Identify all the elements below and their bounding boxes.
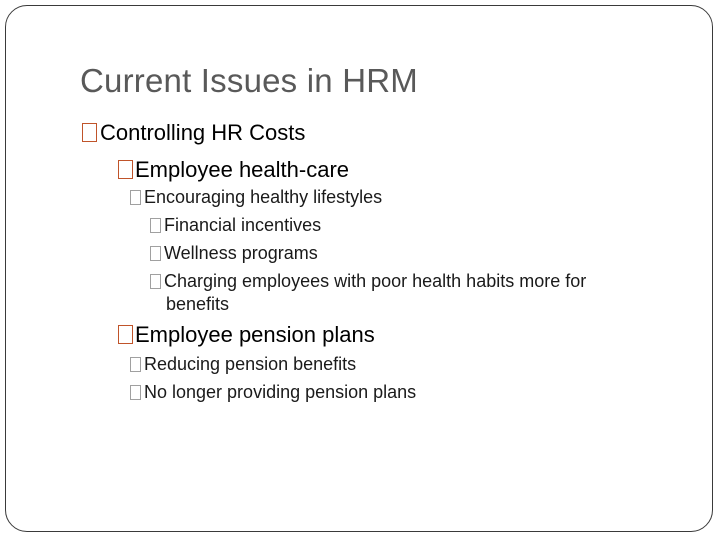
bullet-box-icon <box>82 123 97 142</box>
bullet-box-icon <box>130 357 141 372</box>
bullet-text: Encouraging healthy lifestyles <box>144 187 383 207</box>
bullet-no-longer-providing <box>130 382 416 403</box>
bullet-financial-incentives <box>150 215 321 236</box>
bullet-box-icon <box>150 218 161 233</box>
slide-title: Current Issues in HRM <box>80 62 418 99</box>
bullet-box-icon <box>150 246 161 261</box>
bullet-employee-health-care <box>118 157 349 183</box>
bullet-employee-pension-plans <box>118 322 375 348</box>
bullet-box-icon <box>118 325 133 344</box>
bullet-text: Reducing pension benefits <box>144 354 357 374</box>
bullet-text: Employee pension plans <box>135 322 375 347</box>
bullet-reducing-pension-benefits <box>130 354 356 375</box>
bullet-wellness-programs <box>150 243 318 264</box>
bullet-charging-employees <box>150 271 586 292</box>
bullet-text: Wellness programs <box>164 243 318 263</box>
bullet-box-icon <box>130 385 141 400</box>
bullet-text: Financial incentives <box>164 215 322 235</box>
bullet-text: Controlling HR Costs <box>100 120 306 145</box>
bullet-controlling-hr-costs <box>82 120 305 146</box>
bullet-continuation-text: benefits <box>166 294 230 314</box>
bullet-encouraging-healthy-lifestyles <box>130 187 382 208</box>
bullet-box-icon <box>150 274 161 289</box>
bullet-text: Charging employees with poor health habits more for <box>164 271 587 291</box>
bullet-box-icon <box>130 190 141 205</box>
bullet-text: No longer providing pension plans <box>144 382 417 402</box>
bullet-box-icon <box>118 160 133 179</box>
bullet-text: Employee health-care <box>135 157 350 182</box>
